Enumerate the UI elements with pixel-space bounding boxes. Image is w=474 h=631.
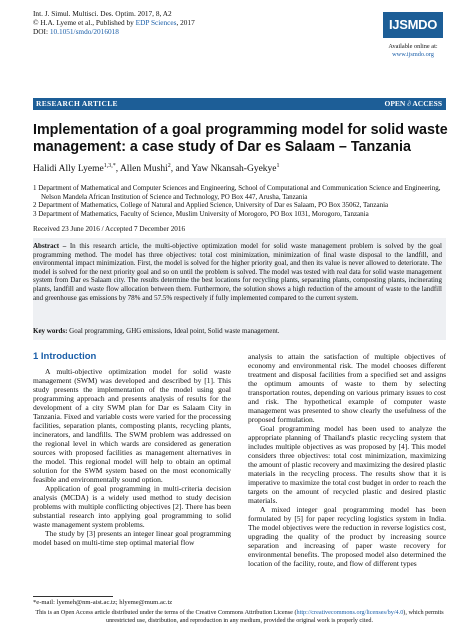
article-type-band — [33, 98, 446, 110]
copyright-line: © H.A. Lyeme et al., Published by EDP Sciences, 2017 — [33, 18, 195, 28]
author-list: Halidi Ally Lyeme$^{1,3,*}$, Allen Mushi$^2$, and Yaw Nkansah-Gyekye$^1$ — [33, 163, 280, 175]
available-online: Available online at: www.ijsmdo.org — [388, 43, 438, 58]
paragraph: A multi-objective optimization model for solid waste management (SWM) was developed and described by [1]. This study presents the implementation of the model using goal programming approach and presents analysis of results for the development of a city SWM plan for Dar es Salaam City in Tanzania. Fixed and variable costs were varied for the processing facilities, separation plants, composting plants, recycling plants, incinerators, and landfills. The SWM problem was addressed on the regional level in which wards are considered as generation sources with proposed facilities as management alternatives in the model. This regional model will help to obtain an optimal solution for the SWM system based on the most economically feasible and environmentally sound option. — [33, 367, 231, 484]
open-access-label: OPEN ∂ ACCESS — [384, 99, 442, 108]
affiliation: 3 Department of Mathematics, Faculty of Science, Muslim University of Morogoro, PO Box 1031, Morogoro, Tanzania — [33, 209, 369, 218]
footnote-rule — [33, 596, 113, 597]
article-type: RESEARCH ARTICLE — [36, 99, 118, 108]
corresponding-email: *e-mail: lyemeh@nm-aist.ac.tz; hlyeme@mum.ac.tz — [33, 599, 173, 606]
journal-info — [33, 9, 195, 37]
right-column — [248, 352, 446, 568]
paragraph: Goal programming model has been used to analyze the appropriate planning of Thailand's plastic recycling system that includes multiple objectives as was proposed by [4]. This model considers three objectives: total cost minimization, maximizing the amount of plastic recovery and maximizing the desired plastic materials in the recycling process. The results show that it is imperative to maximize the total cost budget in order to reach the targets on the amount of recycled plastic and desired plastic materials. — [248, 424, 446, 505]
doi-link[interactable]: 10.1051/smdo/2016018 — [49, 27, 119, 37]
keywords-body: Goal programming, GHG emissions, Ideal point, Solid waste management. — [67, 327, 280, 335]
publisher-link[interactable]: EDP Sciences — [135, 18, 177, 28]
abstract-body: In this research article, the multi-objective optimization model for solid waste management problem is solved by the goal programming method. The model has three objectives: total cost minimization, minimization of final waste disposal to the landfill, and environmental impact minimization. First, the model is solved for the higher priority goal, and then its value is never allowed to deteriorate. The model is solved for the next priority goal and so on until the problem is solved. The model was tested with real data for solid waste management system from Dar es Salaam city. The results determine the best locations for recycling plants, separating plants, composting plants, incinerating plants, landfill and waste flow allocation between them. Furthermore, the solution shows a high reduction of the amount of waste to the landfill and greenhouse gas emissions by 78% and 57.5% respectively if fully implemented compared to the current system. — [33, 242, 442, 302]
paragraph: A mixed integer goal programming model has been formulated by [5] for paper recycling logistics system in India. The model objectives were the reduction in reverse logistics cost, upgrading the quality of the product by increasing source separation and increasing of paper waste recovery for environmental benefits. The proposed model also determined the location of the facility, route, and flow of different types — [248, 505, 446, 568]
doi-line: DOI: 10.1051/smdo/2016018 — [33, 27, 119, 37]
license-link[interactable]: http://creativecommons.org/licenses/by/4.0 — [296, 609, 404, 616]
abstract-label: Abstract – — [33, 242, 67, 250]
license-text: This is an Open Access article distributed under the terms of the Creative Commons Attribution License (http://creativecommons.org/licenses/by/4.0), which permits unrestricted use, distribution, and reproduction in any medium, provided the original work is properly cited. — [35, 609, 444, 624]
paragraph: analysis to attain the satisfaction of multiple objectives of economy and environmental risk. The model chooses different treatment and disposal facilities from a specified set and assigns the optimum amounts of waste to them by selecting transportation routes, depending on various primary issues to cost and risk. The hypothetical example of computer waste management was presented to show clearly the usefulness of the proposed formulation. — [248, 352, 446, 424]
abstract — [33, 242, 442, 302]
journal-logo: IJSMDO — [383, 12, 443, 38]
journal-website-link[interactable]: www.ijsmdo.org — [392, 50, 434, 58]
paper-title: Implementation of a goal programming model for solid waste management: a case study of Dar es Salaam – Tanzania — [33, 122, 448, 155]
paragraph: Application of goal programming in multi-criteria decision analysis (MCDA) is a widely used method to study decision problems with multiple conflicting objectives [2]. There has been substantial research into applying goal programming to solid waste management system problems. — [33, 484, 231, 529]
paragraph: The study by [3] presents an integer linear goal programming model based on multi-time step optimal material flow — [33, 529, 231, 547]
keywords-label: Key words: — [33, 327, 68, 335]
affiliation: 1 Department of Mathematical and Computer Sciences and Engineering, School of Computational and Communication Science and Engineering, Nelson Mandela African Institution of Science and Technology, PO Box 447, Arusha, Tanzania — [33, 184, 441, 201]
journal-citation: Int. J. Simul. Multisci. Des. Optim. 2017, 8, A2 — [33, 9, 172, 18]
left-column — [33, 352, 231, 547]
affiliation: 2 Department of Mathematics, College of Natural and Applied Science, University of Dar es Salaam, PO Box 35062, Tanzania — [33, 201, 389, 210]
received-dates: Received 23 June 2016 / Accepted 7 December 2016 — [33, 225, 186, 233]
affiliations — [33, 184, 448, 218]
section-heading: 1 Introduction — [33, 351, 97, 362]
keywords — [33, 327, 442, 335]
